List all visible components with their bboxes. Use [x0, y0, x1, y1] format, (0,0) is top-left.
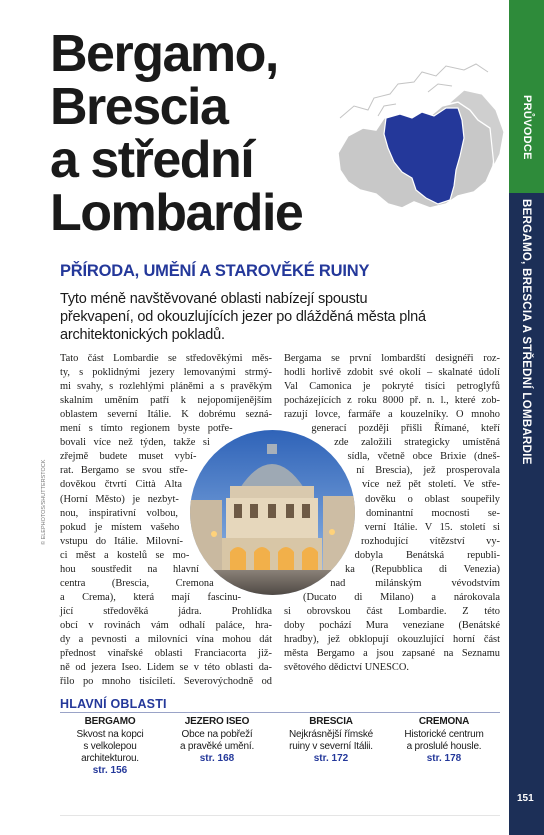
body-text-line: více než pět století. Ve stře-: [361, 479, 500, 491]
highlight-page-ref[interactable]: str. 172: [313, 753, 349, 764]
body-text-line: hodli horlivě zdobit své okolí – skalnaté údolí: [284, 367, 500, 379]
highlight-name: JEZERO ISEO: [184, 716, 250, 727]
body-text-line: rozhodující vítězství vy-: [360, 535, 500, 547]
highlight-item-bergamo: [60, 715, 160, 777]
body-text-line: nad milánským vévodstvím: [330, 577, 500, 589]
body-text-line: dověkou čtvrtí Città Alta: [60, 479, 182, 491]
highlight-desc: [60, 729, 160, 765]
body-text-line: verní Itálie. V 15. století si: [364, 521, 500, 533]
body-text-line: (Ducato di Milano) a nárokovala: [303, 591, 500, 603]
body-text-line: vstupu do Itálie. Milovní-: [60, 535, 184, 547]
highlight-desc-line: a proslulé housle.: [406, 741, 482, 752]
body-text-line: ní Brescia), jež prosperovala: [356, 465, 500, 477]
body-text-line: dobyla Benátská republi-: [354, 549, 500, 561]
body-text-line: dominantní mocnosti se-: [365, 507, 500, 519]
body-text-line: ty, s poklidnými jezery lemovanými strmý-: [60, 367, 272, 379]
body-text-line: ka (Repubblica di Venezia): [345, 563, 500, 575]
body-text-line: nou, inspirativní volbou,: [60, 507, 178, 519]
footer-rule: [60, 815, 500, 816]
body-text-line: obcí v rovinách vám odhalí paláce, hra-: [60, 619, 272, 631]
title-line: Lombardie: [50, 184, 303, 242]
title-line: Brescia: [50, 78, 228, 136]
body-text-line: pocházejících z roku 8000 př. n. l., které zob-: [284, 395, 500, 407]
highlight-desc-line: architekturou.: [81, 753, 139, 764]
body-text-line: města Bergamo a jsou zapsané na Seznamu: [284, 648, 500, 660]
body-text-line: rat. Bergamo se svou stře-: [60, 465, 188, 477]
intro-paragraph: [60, 290, 480, 344]
chapter-label: BERGAMO, BRESCIA A STŘEDNÍ LOMBARDIE: [520, 199, 532, 465]
body-text-line: Tato část Lombardie se středověkými měs-: [60, 353, 272, 364]
highlight-desc: [281, 729, 381, 753]
highlight-desc-line: ruiny v severní Itálii.: [289, 741, 373, 752]
body-text-line: zřejmě budete muset vybí-: [60, 451, 197, 463]
highlight-desc: [167, 729, 267, 753]
body-text-line: pokud je místem vašeho: [60, 521, 180, 533]
title-line: Bergamo,: [50, 25, 278, 83]
body-text-line: doby pochází Mura veneziane (Benátské: [284, 619, 500, 631]
body-text-line: oblastem severní Itálie. K dobrému sezná-: [60, 409, 272, 421]
page-number: 151: [517, 793, 534, 804]
palazzo-illustration: [190, 430, 355, 595]
highlight-page-ref[interactable]: str. 156: [92, 765, 128, 776]
highlights-heading: HLAVNÍ OBLASTI: [60, 697, 167, 711]
highlights-divider: [60, 712, 500, 713]
title-line: a střední: [50, 131, 254, 189]
body-text-line: světového dědictví UNESCO.: [284, 662, 409, 674]
highlight-desc-line: a pravěké umění.: [179, 741, 255, 752]
body-text-line: hou soustředit na hlavní: [60, 563, 199, 575]
body-text-line: mení s tímto regionem byste potře-: [60, 423, 233, 435]
highlight-page-ref[interactable]: str. 168: [199, 753, 235, 764]
highlight-name: CREMONA: [418, 716, 470, 727]
palazzo-photo: [190, 430, 355, 595]
intro-line: architektonických pokladů.: [60, 327, 225, 343]
body-text-line: ci měst a kostelů se mo-: [60, 549, 190, 561]
body-text-line: dy a pevnosti a milovníci vína mohou dát: [60, 634, 272, 645]
body-text-line: bovali více než týden, takže si: [60, 437, 210, 449]
body-text-line: ně od jezera Iseo. Lidem se v této oblasti da-: [60, 662, 272, 674]
highlight-desc-line: Obce na pobřeží: [181, 729, 253, 740]
highlight-name: BRESCIA: [309, 716, 353, 727]
body-text-line: Val Camonica je pokryté tisíci petroglyfů: [284, 381, 500, 393]
region-map: [318, 58, 508, 228]
highlight-page-ref[interactable]: str. 178: [426, 753, 462, 764]
highlight-name: BERGAMO: [84, 716, 136, 727]
body-text-line: razují lovce, farmáře a kouzelníky. O mnoho: [284, 409, 500, 421]
highlight-desc-line: Historické centrum: [404, 729, 484, 740]
page-title: [50, 25, 350, 242]
body-text-line: mi svahy, s rozlehlými pláněmi a s pravěkým: [60, 381, 272, 393]
highlight-desc-line: Nejkrásnější římské: [289, 729, 373, 740]
body-text-line: skalním uměním patří k nejopomíjenějším: [60, 395, 272, 407]
body-text-line: dověku o oblast soupeřily: [365, 493, 500, 505]
body-text-line: hradby), jež obklopují okouzlující horní část: [284, 634, 500, 645]
body-text-line: přednost vinařské oblasti Franciacorta již-: [60, 648, 272, 660]
highlight-item-cremona: [394, 715, 494, 765]
highlight-desc: [394, 729, 494, 753]
section-subtitle: PŘÍRODA, UMĚNÍ A STAROVĚKÉ RUINY: [60, 262, 370, 280]
body-text-line: jící středověká jádra. Prohlídka: [60, 605, 272, 617]
highlight-desc-line: Skvost na kopci: [76, 729, 144, 740]
body-text-line: sídla, včetně obce Brixie (dneš-: [347, 451, 500, 463]
body-text-line: centra (Brescia, Cremona: [60, 577, 214, 589]
body-text-line: si obrovskou část Lombardie. Z této: [284, 605, 500, 617]
body-text-line: řilo po mnoho tisíciletí. Severovýchodně od: [60, 676, 272, 688]
intro-line: překvapení, od okouzlujících jezer po dlážděná města plná: [60, 309, 426, 325]
highlight-item-brescia: [281, 715, 381, 765]
photo-credit: © ELEPHOTOS/SHUTTERSTOCK: [41, 459, 47, 545]
highlight-item-iseo: [167, 715, 267, 765]
body-text-line: Bergama se první lombardští designéři roz-: [284, 353, 500, 364]
highlight-desc-line: s velkolepou: [83, 741, 137, 752]
guide-label: PRŮVODCE: [521, 95, 533, 160]
body-text-line: (Horní Město) je nezbyt-: [60, 493, 179, 505]
body-text-line: generací později přišli Římané, kteří: [311, 423, 500, 435]
body-text-line: a Crema), která mají fascinu-: [60, 591, 241, 603]
intro-line: Tyto méně navštěvované oblasti nabízejí spoustu: [60, 291, 368, 307]
body-text-line: zde založili strategicky umístěná: [334, 437, 500, 449]
